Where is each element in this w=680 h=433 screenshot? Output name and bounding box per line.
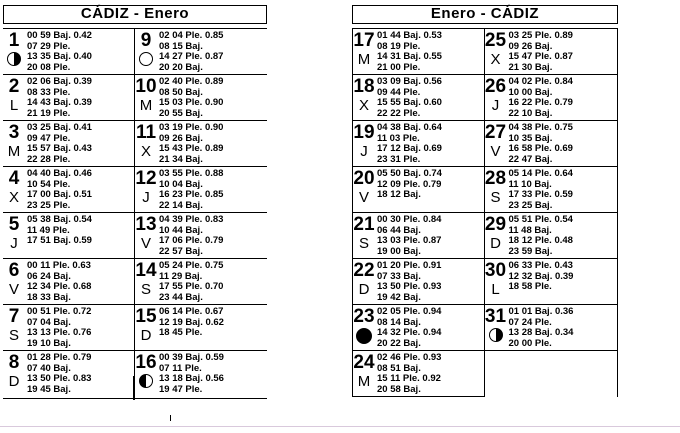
tide-entry: 22 22 Ple.: [377, 107, 421, 119]
day-label: [353, 31, 375, 68]
tide-entry: 15 11 Ple. 0.92: [377, 373, 441, 384]
tide-entry: 23 31 Ple.: [377, 153, 421, 165]
day-label: [485, 169, 507, 206]
weekday-letter: D: [490, 235, 501, 252]
tide-list: [375, 31, 442, 73]
day-cell-12: [135, 167, 267, 213]
day-cell-24: [353, 351, 484, 397]
tide-list: [375, 307, 441, 349]
tide-entry: 21 30 Baj.: [508, 61, 553, 73]
tide-entry: 11 29 Baj.: [159, 270, 203, 282]
day-number: 29: [484, 214, 507, 235]
tide-entry: 13 28 Baj. 0.34: [508, 327, 574, 338]
tide-entry: 06 14 Ple. 0.67: [159, 306, 224, 317]
day-number: 24: [353, 352, 375, 373]
right-column-1: [352, 29, 485, 397]
day-number: 11: [135, 122, 157, 143]
day-cell-29: [485, 213, 618, 259]
day-number: 3: [8, 122, 20, 143]
column-divider-tail: [133, 376, 135, 400]
day-number: 23: [353, 306, 375, 327]
tide-entry: 14 43 Baj. 0.39: [27, 97, 92, 108]
right-page-title: Enero - CÁDIZ: [352, 5, 618, 24]
tide-entry: 19 42 Baj.: [377, 291, 421, 303]
day-label: [485, 215, 507, 252]
weekday-letter: S: [8, 327, 19, 344]
tide-entry: 04 38 Ple. 0.75: [508, 122, 573, 133]
day-number: 9: [140, 30, 152, 51]
tide-entry: 17 06 Ple. 0.79: [159, 235, 224, 246]
tide-entry: 11 48 Baj.: [508, 224, 552, 236]
tide-list: [507, 123, 573, 165]
tide-entry: 22 10 Baj.: [508, 107, 553, 119]
tide-entry: 20 55 Baj.: [159, 107, 203, 119]
day-number: 8: [8, 352, 20, 373]
weekday-letter: D: [8, 373, 20, 390]
tide-entry: 17 33 Ple. 0.59: [508, 189, 573, 200]
tide-list: [25, 215, 92, 247]
day-number: 12: [135, 168, 157, 189]
q1-moon-icon: [489, 328, 503, 342]
tide-entry: 00 39 Baj. 0.59: [159, 352, 224, 363]
day-cell-17: [353, 29, 484, 75]
tide-entry: 04 02 Ple. 0.84: [508, 76, 573, 87]
weekday-letter: D: [140, 327, 152, 344]
tide-entry: 12 09 Ple. 0.79: [377, 178, 442, 190]
tide-list: [507, 31, 573, 73]
day-cell-30: [485, 259, 618, 305]
tide-entry: 00 59 Baj. 0.42: [27, 30, 92, 41]
tide-entry: 19 10 Baj.: [27, 337, 71, 349]
tide-entry: 09 26 Baj.: [159, 132, 203, 144]
tide-entry: 05 24 Ple. 0.75: [159, 260, 224, 271]
weekday-letter: J: [360, 143, 368, 160]
day-number: 19: [353, 122, 375, 143]
tide-entry: 02 06 Baj. 0.39: [27, 76, 92, 87]
day-number: 2: [8, 76, 20, 97]
tide-entry: 11 03 Ple.: [377, 132, 420, 144]
tide-list: [375, 169, 442, 201]
tide-entry: 22 57 Baj.: [159, 245, 203, 257]
tide-entry: 07 33 Baj.: [377, 270, 421, 282]
tide-entry: 02 04 Ple. 0.85: [159, 30, 224, 41]
tide-entry: 17 51 Baj. 0.59: [27, 235, 92, 246]
weekday-letter: M: [7, 143, 21, 160]
tide-entry: 11 10 Baj.: [508, 178, 552, 190]
day-number: 1: [8, 30, 20, 51]
day-cell-28: [485, 167, 618, 213]
day-label: [353, 353, 375, 390]
tide-entry: 10 04 Baj.: [159, 178, 203, 190]
tide-entry: 18 12 Ple. 0.48: [508, 235, 573, 246]
day-cell-14: [135, 259, 267, 305]
tide-entry: 06 44 Baj.: [377, 224, 421, 236]
tide-entry: 17 55 Ple. 0.70: [159, 281, 224, 292]
right-day-grid: [352, 28, 618, 397]
tide-list: [25, 31, 92, 73]
tide-entry: 05 38 Baj. 0.54: [27, 214, 92, 225]
day-cell-23: [353, 305, 484, 351]
tide-entry: 06 33 Ple. 0.43: [508, 260, 573, 271]
day-cell-4: [3, 167, 134, 213]
q3-moon-icon: [139, 374, 153, 388]
tide-entry: 07 04 Baj.: [27, 316, 71, 328]
tide-entry: 18 58 Ple.: [508, 281, 552, 292]
tide-entry: 22 28 Ple.: [27, 153, 71, 165]
tide-entry: 15 57 Baj. 0.43: [27, 143, 92, 154]
day-cell-9: [135, 29, 267, 75]
day-label: [3, 261, 25, 298]
tide-entry: 04 38 Baj. 0.64: [377, 122, 442, 133]
day-number: 27: [484, 122, 507, 143]
day-label: [3, 353, 25, 390]
tide-entry: 15 47 Ple. 0.87: [508, 51, 573, 62]
tide-entry: 10 44 Baj.: [159, 224, 203, 236]
day-number: 18: [353, 76, 375, 97]
tide-entry: 13 35 Baj. 0.40: [27, 51, 92, 62]
weekday-letter: J: [10, 235, 18, 252]
tide-entry: 08 51 Baj.: [377, 362, 421, 374]
tide-entry: 20 08 Ple.: [27, 61, 71, 73]
tide-entry: 22 14 Baj.: [159, 199, 203, 211]
left-page-title: CÁDIZ - Enero: [3, 5, 267, 24]
tide-entry: 03 55 Ple. 0.88: [159, 168, 224, 179]
tide-list: [157, 77, 223, 119]
day-number: 28: [484, 168, 507, 189]
tide-list: [375, 123, 442, 165]
tide-entry: 03 09 Baj. 0.56: [377, 76, 442, 87]
tide-entry: 10 00 Baj.: [508, 86, 553, 98]
day-label: [135, 215, 157, 252]
tide-entry: 03 25 Baj. 0.41: [27, 122, 92, 133]
tide-entry: 19 00 Baj.: [377, 245, 421, 257]
tide-entry: 12 34 Ple. 0.68: [27, 281, 92, 292]
day-cell-25: [485, 29, 618, 75]
tide-entry: 20 22 Baj.: [377, 337, 421, 349]
right-column-2: [485, 29, 618, 397]
tide-entry: 18 45 Ple.: [159, 327, 203, 338]
tide-entry: 16 23 Ple. 0.85: [159, 189, 224, 200]
day-label: [3, 77, 25, 114]
tide-entry: 19 47 Ple.: [159, 383, 203, 395]
day-label: [3, 169, 25, 206]
day-cell-5: [3, 213, 134, 259]
tide-entry: 15 43 Ple. 0.89: [159, 143, 224, 154]
weekday-letter: V: [358, 189, 369, 206]
tide-entry: 18 33 Baj.: [27, 291, 71, 303]
day-number: 14: [135, 260, 157, 281]
left-column-1: [3, 29, 135, 399]
tide-entry: 13 03 Ple. 0.87: [377, 235, 442, 246]
tide-list: [157, 261, 223, 303]
tide-entry: 04 40 Baj. 0.46: [27, 168, 92, 179]
day-number: 31: [484, 306, 507, 327]
day-number: 10: [135, 76, 157, 97]
day-label: [485, 77, 507, 114]
day-cell-15: [135, 305, 267, 351]
tide-entry: 14 31 Baj. 0.55: [377, 51, 442, 62]
day-number: 6: [8, 260, 20, 281]
day-label: [353, 215, 375, 252]
tide-entry: 14 27 Ple. 0.87: [159, 51, 224, 62]
tide-list: [507, 169, 573, 211]
tide-list: [375, 77, 442, 119]
tide-entry: 02 46 Ple. 0.93: [377, 352, 442, 363]
day-cell-22: [353, 259, 484, 305]
tide-list: [157, 307, 224, 339]
day-number: 16: [135, 352, 157, 373]
tide-entry: 03 19 Ple. 0.90: [159, 122, 224, 133]
day-number: 20: [353, 168, 375, 189]
day-cell-16: [135, 351, 267, 399]
tide-entry: 09 44 Ple.: [377, 86, 421, 98]
tide-entry: 01 28 Ple. 0.79: [27, 352, 92, 363]
day-label: [353, 169, 375, 206]
tide-entry: 14 32 Ple. 0.94: [377, 327, 442, 338]
day-label: [135, 31, 157, 66]
tide-entry: 20 58 Baj.: [377, 383, 421, 395]
tide-entry: 21 34 Baj.: [159, 153, 203, 165]
day-cell-13: [135, 213, 267, 259]
day-number: 5: [8, 214, 20, 235]
day-cell-1: [3, 29, 134, 75]
tide-list: [25, 353, 91, 395]
weekday-letter: L: [9, 97, 19, 114]
full-moon-icon: [139, 52, 153, 66]
tide-entry: 02 40 Ple. 0.89: [159, 76, 224, 87]
weekday-letter: M: [139, 97, 153, 114]
weekday-letter: L: [491, 281, 500, 298]
tide-entry: 07 29 Ple.: [27, 40, 71, 52]
weekday-letter: V: [8, 281, 19, 298]
tide-entry: 04 39 Ple. 0.83: [159, 214, 224, 225]
weekday-letter: M: [357, 51, 371, 68]
tide-list: [25, 123, 92, 165]
weekday-letter: X: [358, 97, 369, 114]
tide-entry: 08 33 Ple.: [27, 86, 71, 98]
tide-entry: 12 19 Baj. 0.62: [159, 316, 224, 328]
day-cell-31: [485, 305, 618, 351]
weekday-letter: S: [490, 189, 501, 206]
tide-list: [507, 215, 573, 257]
day-number: 7: [8, 306, 20, 327]
day-cell-2: [3, 75, 134, 121]
tide-entry: 00 51 Ple. 0.72: [27, 306, 92, 317]
tide-entry: 23 59 Baj.: [508, 245, 553, 257]
tide-entry: 05 14 Ple. 0.64: [508, 168, 573, 179]
tide-entry: 08 19 Ple.: [377, 40, 421, 52]
tide-list: [25, 307, 91, 349]
tide-entry: 09 47 Ple.: [27, 132, 71, 144]
tide-entry: 17 00 Baj. 0.51: [27, 189, 92, 200]
day-label: [353, 123, 375, 160]
tide-list: [375, 215, 441, 257]
tide-list: [157, 353, 224, 395]
tide-entry: 13 13 Ple. 0.76: [27, 327, 92, 338]
day-cell-8: [3, 351, 134, 399]
day-label: [3, 307, 25, 344]
day-number: 4: [8, 168, 20, 189]
tide-entry: 18 12 Baj.: [377, 189, 421, 200]
tide-entry: 20 00 Ple.: [508, 337, 552, 349]
tide-entry: 19 45 Baj.: [27, 383, 71, 395]
tide-entry: 13 50 Ple. 0.83: [27, 373, 92, 384]
day-label: [353, 77, 375, 114]
day-cell-20: [353, 167, 484, 213]
day-number: 30: [484, 260, 507, 281]
weekday-letter: J: [491, 97, 500, 114]
tide-entry: 10 54 Ple.: [27, 178, 71, 190]
tide-entry: 02 05 Ple. 0.94: [377, 306, 442, 317]
tide-entry: 23 25 Ple.: [27, 199, 71, 211]
page-tick-mark: [170, 415, 171, 421]
tide-list: [507, 77, 573, 119]
tide-entry: 08 14 Baj.: [377, 316, 421, 328]
tide-list: [157, 169, 223, 211]
weekday-letter: X: [8, 189, 19, 206]
day-label: [135, 261, 157, 298]
day-label: [353, 261, 375, 298]
tide-entry: 06 24 Baj.: [27, 270, 71, 282]
empty-cell: [485, 351, 618, 397]
right-calendar-panel: [352, 5, 618, 397]
day-cell-27: [485, 121, 618, 167]
day-cell-26: [485, 75, 618, 121]
day-number: 26: [484, 76, 507, 97]
weekday-letter: X: [490, 51, 501, 68]
tide-entry: 21 19 Ple.: [27, 107, 71, 119]
tide-entry: 13 18 Baj. 0.56: [159, 373, 224, 384]
tide-entry: 15 03 Ple. 0.90: [159, 97, 224, 108]
tide-entry: 00 30 Ple. 0.84: [377, 214, 442, 225]
tide-entry: 01 20 Ple. 0.91: [377, 260, 442, 271]
tide-entry: 03 25 Ple. 0.89: [508, 30, 573, 41]
tide-list: [157, 123, 223, 165]
day-cell-19: [353, 121, 484, 167]
tide-entry: 16 22 Ple. 0.79: [508, 97, 573, 108]
tide-list: [507, 261, 574, 293]
tide-entry: 15 55 Baj. 0.60: [377, 97, 442, 108]
weekday-letter: S: [358, 235, 369, 252]
tide-list: [25, 169, 92, 211]
tide-entry: 23 44 Baj.: [159, 291, 203, 303]
tide-entry: 08 15 Baj.: [159, 40, 203, 52]
day-label: [135, 123, 157, 160]
day-cell-11: [135, 121, 267, 167]
day-label: [135, 77, 157, 114]
footer-rule: [0, 426, 680, 427]
tide-entry: 11 49 Ple.: [27, 224, 70, 236]
tide-entry: 21 00 Ple.: [377, 61, 421, 73]
tide-entry: 16 58 Ple. 0.69: [508, 143, 573, 154]
day-label: [485, 31, 507, 68]
tide-list: [25, 77, 92, 119]
tide-list: [25, 261, 91, 303]
weekday-letter: S: [140, 281, 151, 298]
day-number: 15: [135, 306, 157, 327]
new-moon-icon: [356, 328, 372, 344]
tide-list: [507, 307, 574, 349]
day-cell-10: [135, 75, 267, 121]
q1-moon-icon: [7, 52, 21, 66]
day-cell-7: [3, 305, 134, 351]
tide-entry: 05 50 Baj. 0.74: [377, 168, 442, 179]
day-number: 25: [484, 30, 507, 51]
tide-entry: 01 01 Baj. 0.36: [508, 306, 574, 317]
weekday-letter: V: [140, 235, 151, 252]
tide-entry: 05 51 Ple. 0.54: [508, 214, 573, 225]
weekday-letter: D: [358, 281, 370, 298]
weekday-letter: V: [490, 143, 501, 160]
weekday-letter: M: [357, 373, 371, 390]
day-label: [135, 353, 157, 388]
day-cell-18: [353, 75, 484, 121]
weekday-letter: X: [140, 143, 151, 160]
day-label: [135, 307, 157, 344]
tide-list: [375, 353, 441, 395]
day-label: [3, 215, 25, 252]
day-label: [353, 307, 375, 344]
day-label: [485, 123, 507, 160]
tide-entry: 01 44 Baj. 0.53: [377, 30, 442, 41]
day-label: [3, 123, 25, 160]
left-calendar-panel: [3, 5, 267, 399]
tide-entry: 08 50 Baj.: [159, 86, 203, 98]
day-label: [3, 31, 25, 66]
day-label: [135, 169, 157, 206]
tide-entry: 07 40 Baj.: [27, 362, 71, 374]
tide-entry: 23 25 Baj.: [508, 199, 553, 211]
tide-list: [157, 215, 223, 257]
day-cell-3: [3, 121, 134, 167]
day-number: 22: [353, 260, 375, 281]
tide-list: [157, 31, 223, 73]
day-number: 21: [353, 214, 375, 235]
tide-entry: 07 24 Ple.: [508, 316, 552, 328]
day-number: 13: [135, 214, 157, 235]
tide-entry: 10 35 Baj.: [508, 132, 553, 144]
tide-entry: 22 47 Baj.: [508, 153, 553, 165]
tide-entry: 17 12 Baj. 0.69: [377, 143, 442, 154]
left-day-grid: [3, 28, 267, 399]
tide-entry: 20 20 Baj.: [159, 61, 203, 73]
day-cell-6: [3, 259, 134, 305]
tide-entry: 00 11 Ple. 0.63: [27, 260, 91, 271]
day-label: [485, 307, 507, 342]
tide-entry: 13 50 Ple. 0.93: [377, 281, 442, 292]
day-label: [485, 261, 507, 298]
tide-entry: 09 26 Baj.: [508, 40, 553, 52]
left-column-2: [135, 29, 267, 399]
weekday-letter: J: [142, 189, 150, 206]
tide-entry: 12 32 Baj. 0.39: [508, 270, 574, 282]
day-number: 17: [353, 30, 375, 51]
tide-entry: 07 11 Ple.: [159, 362, 202, 374]
day-cell-21: [353, 213, 484, 259]
tide-list: [375, 261, 441, 303]
